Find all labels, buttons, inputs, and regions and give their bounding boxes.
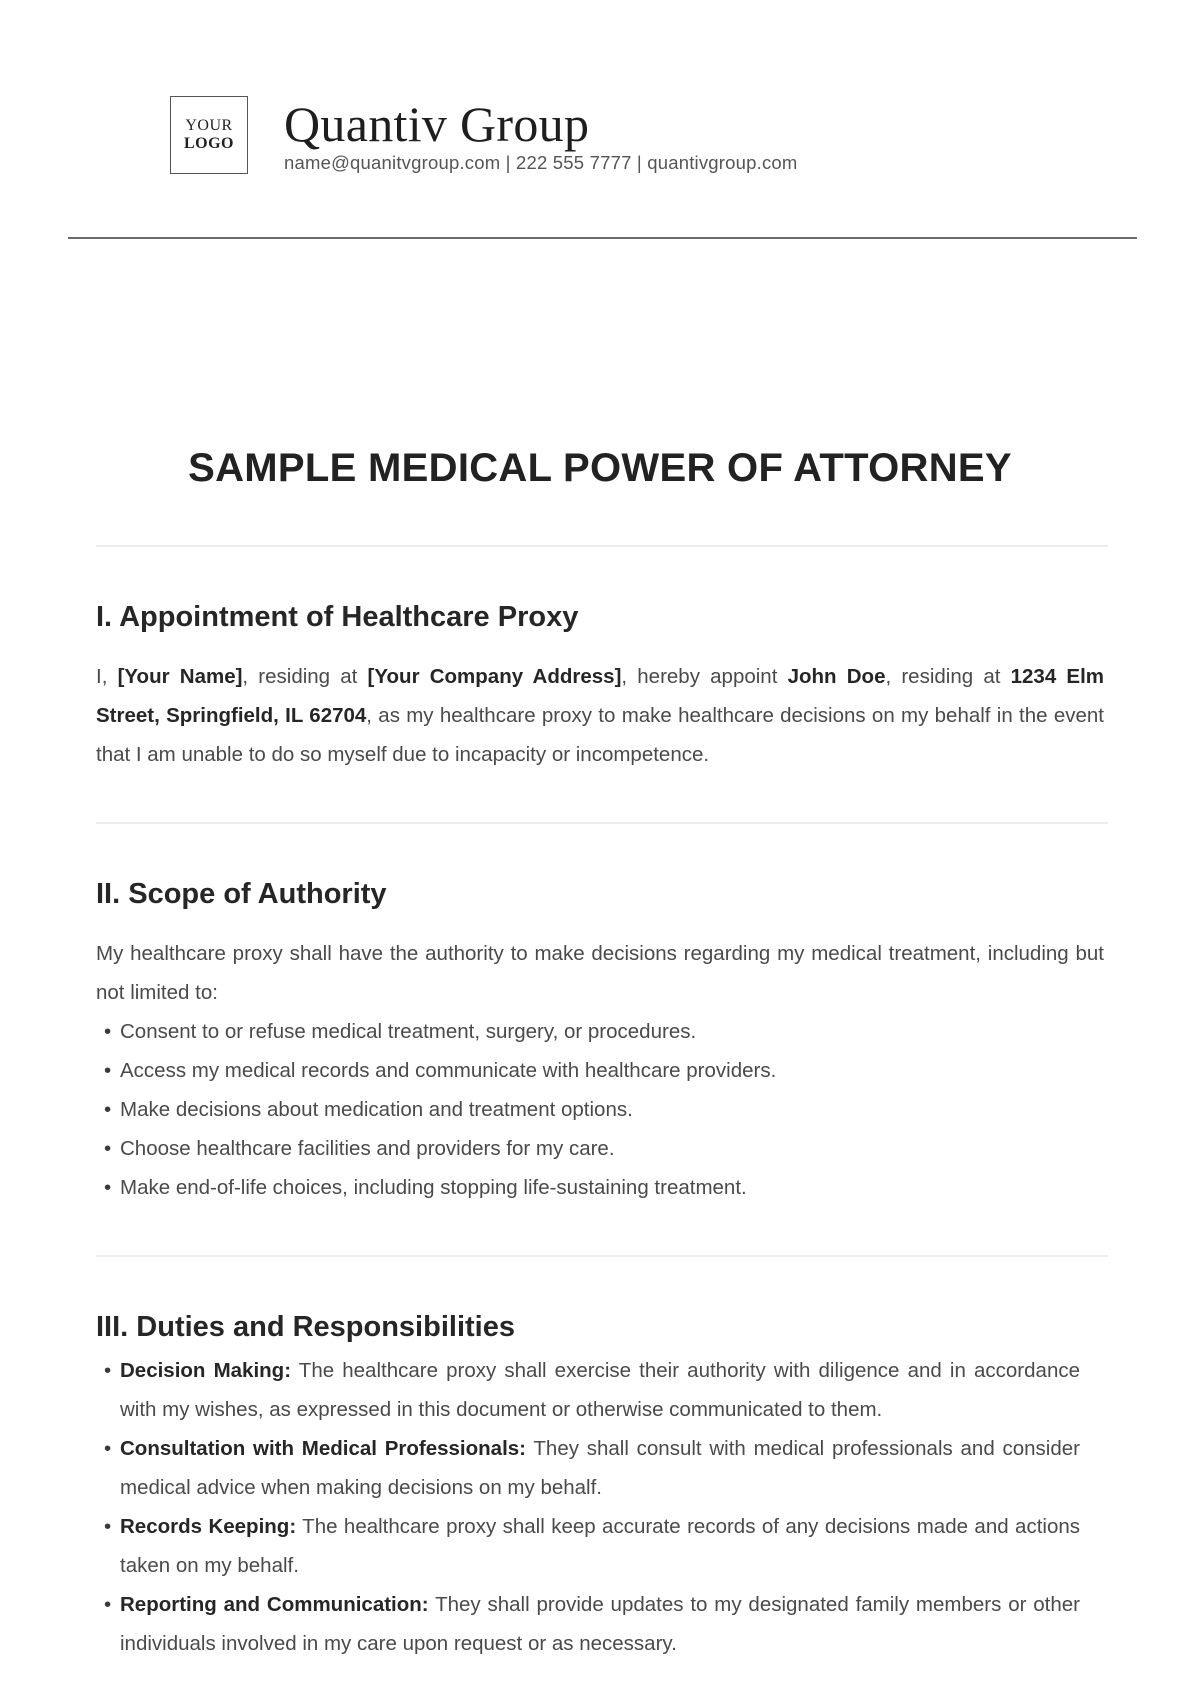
logo-text-line1: YOUR [185,117,233,135]
text-run: , residing at [242,665,368,688]
principal-name: [Your Name] [117,665,243,688]
list-item [96,1429,1080,1507]
letterhead [170,96,798,178]
proxy-address: 1234 Elm Street, Springfield, IL 62704 [96,665,1104,727]
text-run: I, [96,665,118,688]
principal-address: [Your Company Address] [367,665,622,688]
company-contact: name@quanitvgroup.com | 222 555 7777 | quantivgroup.com [284,152,798,173]
list-item: • Consent to or refuse medical treatment, surgery, or procedures. [96,1012,1080,1051]
text-run: , hereby appoint [621,665,788,688]
section-1-title: I. Appointment of Healthcare Proxy [96,601,579,633]
text-run: , residing at [885,665,1011,688]
list-item [96,1351,1080,1429]
duty-label: Decision Making: [120,1359,292,1382]
list-item [96,1585,1080,1663]
section-2-intro: My healthcare proxy shall have the authority to make decisions regarding my medical treatment, including but not limited to: [96,942,1104,1004]
section-divider [96,822,1108,824]
authority-list [96,1012,1080,1207]
duty-label: Reporting and Communication: [120,1593,429,1616]
duty-text: They shall provide updates to my designated family members or other individuals involved in my care upon request or as necessary. [120,1593,1080,1655]
list-item: • Make decisions about medication and treatment options. [96,1090,1080,1129]
duty-label: Consultation with Medical Professionals: [120,1437,526,1460]
section-3-title: III. Duties and Responsibilities [96,1311,515,1343]
company-name: Quantiv Group [284,96,590,152]
duty-text: The healthcare proxy shall keep accurate records of any decisions made and actions taken on my behalf. [120,1515,1080,1577]
list-item: • Access my medical records and communicate with healthcare providers. [96,1051,1080,1090]
list-item: • Choose healthcare facilities and providers for my care. [96,1129,1080,1168]
list-item: • Make end-of-life choices, including stopping life-sustaining treatment. [96,1168,1080,1207]
duty-label: Records Keeping: [120,1515,297,1538]
section-2-title: II. Scope of Authority [96,878,387,910]
list-item [96,1507,1080,1585]
document-title: SAMPLE MEDICAL POWER OF ATTORNEY [188,446,1012,490]
proxy-name: John Doe [787,665,886,688]
section-divider [96,1255,1108,1257]
brand-block [284,96,798,174]
text-run: , as my healthcare proxy to make healthcare decisions on my behalf in the event that I am unable to do so myself due to incapacity or incompetence. [96,704,1104,766]
logo-text-line2: LOGO [183,135,234,152]
section-1-paragraph [96,657,1104,774]
section-divider [96,545,1108,547]
duty-text: The healthcare proxy shall exercise their authority with diligence and in accordance with my wishes, as expressed in this document or otherwise communicated to them. [120,1359,1080,1421]
company-logo [170,96,248,174]
duty-text: They shall consult with medical professionals and consider medical advice when making decisions on my behalf. [120,1437,1080,1499]
header-rule [68,237,1137,239]
duties-list [96,1351,1080,1663]
